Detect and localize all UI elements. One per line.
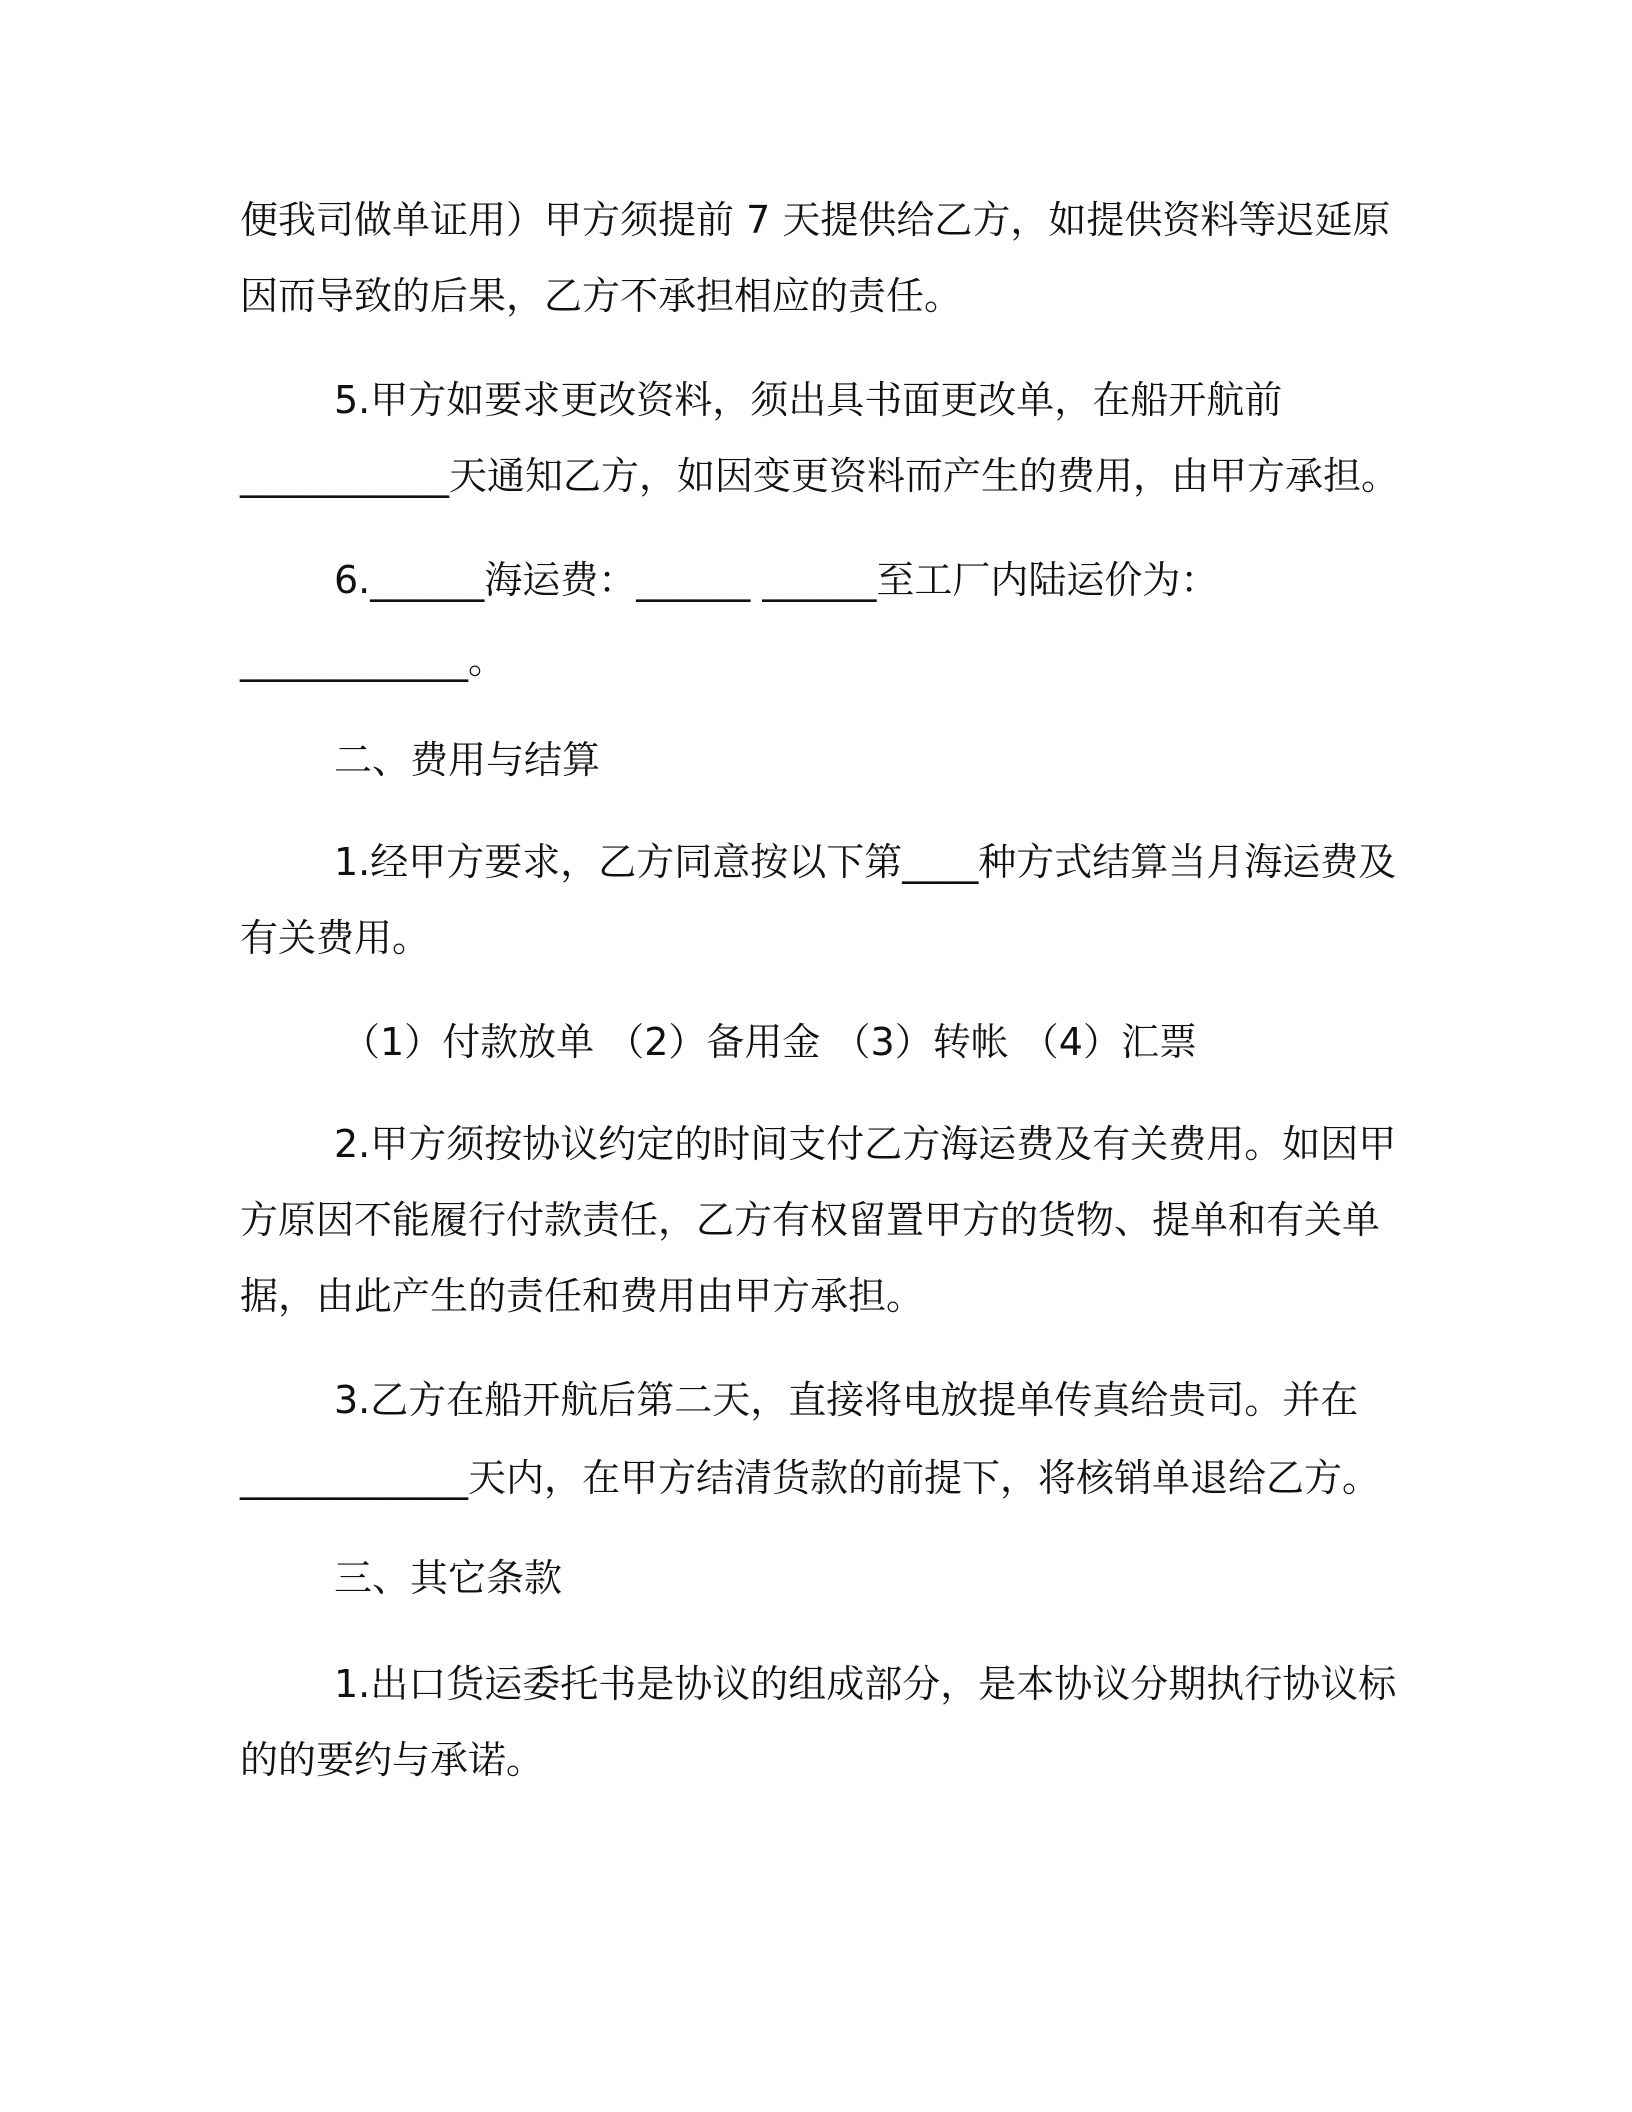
clause-2-line: 2.甲方须按协议约定的时间支付乙方海运费及有关费用。如因甲 <box>334 1122 1397 1166</box>
payment-options-line: （1）付款放单 （2）备用金 （3）转帐 （4）汇票 <box>342 1020 1197 1064</box>
paragraph-line: 的的要约与承诺。 <box>240 1738 545 1782</box>
section-heading-other-terms: 三、其它条款 <box>334 1556 563 1600</box>
paragraph-line: ___________天通知乙方，如因变更资料而产生的费用，由甲方承担。 <box>240 454 1400 498</box>
clause-1-line: 1.经甲方要求，乙方同意按以下第____种方式结算当月海运费及 <box>334 840 1397 884</box>
paragraph-line: ____________天内，在甲方结清货款的前提下，将核销单退给乙方。 <box>240 1456 1381 1500</box>
other-clause-1-line: 1.出口货运委托书是协议的组成部分，是本协议分期执行协议标 <box>334 1662 1397 1706</box>
clause-6-line: 6.______海运费：______ ______至工厂内陆运价为： <box>334 558 1219 602</box>
section-heading-fees: 二、费用与结算 <box>334 738 601 782</box>
paragraph-line: ____________。 <box>240 638 507 682</box>
paragraph-line: 据，由此产生的责任和费用由甲方承担。 <box>240 1274 925 1318</box>
paragraph-line: 因而导致的后果，乙方不承担相应的责任。 <box>240 274 963 318</box>
clause-3-line: 3.乙方在船开航后第二天，直接将电放提单传真给贵司。并在 <box>334 1378 1359 1422</box>
clause-5-line: 5.甲方如要求更改资料，须出具书面更改单，在船开航前 <box>334 378 1283 422</box>
paragraph-line: 便我司做单证用）甲方须提前 7 天提供给乙方，如提供资料等迟延原 <box>240 198 1391 242</box>
paragraph-line: 方原因不能履行付款责任，乙方有权留置甲方的货物、提单和有关单 <box>240 1198 1381 1242</box>
paragraph-line: 有关费用。 <box>240 916 431 960</box>
